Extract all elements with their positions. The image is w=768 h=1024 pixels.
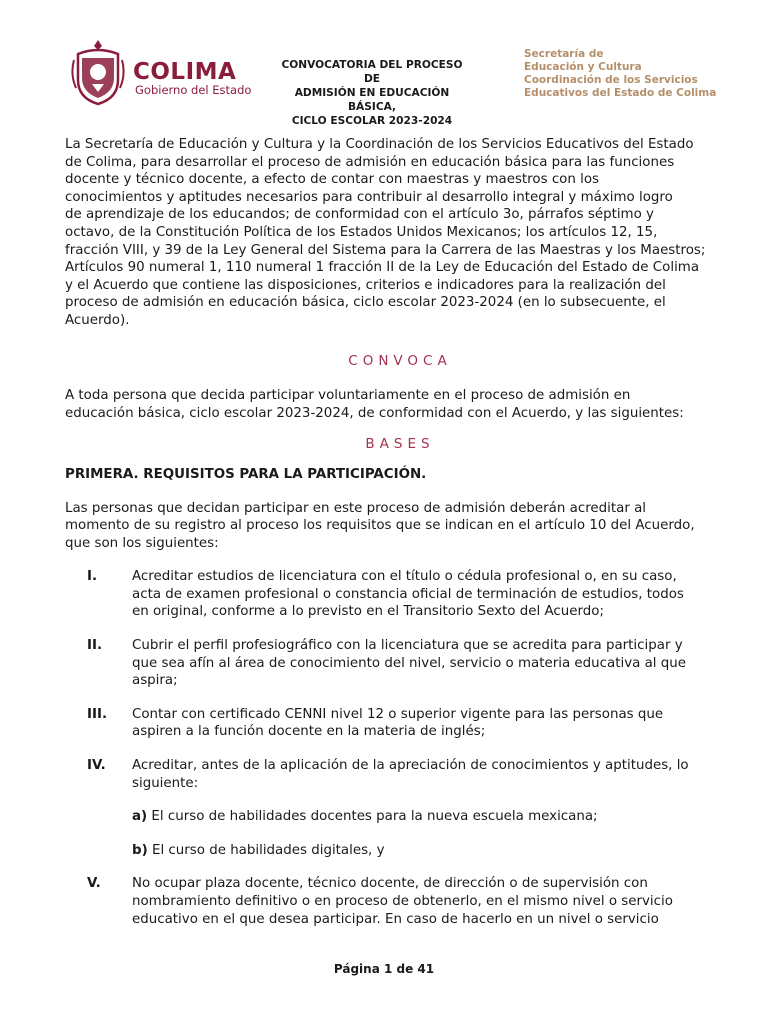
logo-subtitle: Gobierno del Estado	[135, 83, 252, 97]
logo-name: COLIMA	[133, 59, 237, 85]
text-line: en original, conforme a lo previsto en el Transitorio Sexto del Acuerdo;	[132, 604, 604, 620]
document-body	[65, 136, 735, 928]
bases-heading: BASES	[365, 436, 435, 453]
intro-paragraph	[65, 136, 735, 330]
item-number: V.	[87, 876, 101, 892]
text-line: Acreditar estudios de licenciatura con el título o cédula profesional o, en su caso,	[132, 569, 677, 585]
document-header	[0, 0, 768, 127]
requirement-item	[65, 875, 735, 928]
page-number: Página 1 de 41	[333, 962, 435, 976]
institution-line: Educativos del Estado de Colima	[524, 87, 717, 99]
text-line: Acreditar, antes de la aplicación de la apreciación de conocimientos y aptitudes, lo	[132, 758, 689, 774]
title-line: ADMISIÓN EN EDUCACIÓN BÁSICA,	[294, 87, 450, 113]
convoca-paragraph	[65, 387, 735, 422]
sub-item-text: El curso de habilidades docentes para la nueva escuela mexicana;	[151, 809, 598, 825]
convocatoria-title	[272, 58, 472, 128]
title-line: CONVOCATORIA DEL PROCESO DE	[281, 59, 463, 85]
text-line: momento de su registro al proceso los requisitos que se indican en el artículo 10 del Acuerdo,	[65, 518, 695, 534]
text-line: educativo en el que desea participar. En caso de hacerlo en un nivel o servicio	[132, 911, 659, 927]
text-line: conocimientos y aptitudes necesarios para contribuir al desarrollo integral y máximo logro	[65, 189, 673, 205]
text-line: docente y técnico docente, a efecto de contar con maestras y maestros con los	[65, 172, 600, 188]
requirement-item	[65, 706, 735, 741]
primera-paragraph	[65, 500, 735, 553]
text-line: proceso de admisión en educación básica, ciclo escolar 2023-2024 (en lo subsecuente, el	[65, 295, 666, 311]
text-line: que son los siguientes:	[65, 535, 219, 551]
item-number: III.	[87, 706, 108, 722]
text-line: La Secretaría de Educación y Cultura y la Coordinación de los Servicios Educativos del Estado	[65, 137, 694, 152]
text-line: que sea afín al área de conocimiento del nivel, servicio o materia educativa al que	[132, 655, 686, 671]
item-number: II.	[87, 638, 103, 654]
text-line: Contar con certificado CENNI nivel 12 o superior vigente para las personas que	[132, 706, 664, 722]
item-number: I.	[87, 569, 98, 585]
text-line: nombramiento definitivo o en proceso de obtenerlo, en el mismo nivel o servicio	[132, 894, 673, 909]
text-line: No ocupar plaza docente, técnico docente, de dirección o de supervisión con	[132, 876, 648, 892]
item-text	[132, 637, 735, 690]
text-line: aspira;	[132, 673, 178, 689]
text-line: siguiente:	[132, 775, 199, 791]
item-text	[132, 568, 735, 621]
institution-line: Secretaría de	[524, 48, 604, 60]
colima-logo	[133, 60, 251, 96]
convoca-heading: CONVOCA	[348, 352, 452, 369]
requirement-item	[65, 637, 735, 690]
institution-line: Educación y Cultura	[524, 61, 642, 73]
item-text	[132, 875, 735, 928]
text-line: de Colima, para desarrollar el proceso de admisión en educación básica para las funciones	[65, 154, 675, 170]
sub-item-letter: a)	[132, 809, 148, 825]
text-line: fracción VIII, y 39 de la Ley General del Sistema para la Carrera de las Maestras y los Maestros;	[65, 242, 706, 258]
text-line: educación básica, ciclo escolar 2023-2024, de conformidad con el Acuerdo, y las siguientes:	[65, 405, 684, 421]
text-line: aspiren a la función docente en la materia de inglés;	[132, 724, 486, 740]
institution-logo	[524, 48, 716, 100]
sub-item	[65, 808, 735, 826]
text-line: Cubrir el perfil profesiográfico con la licenciatura que se acredita para participar y	[132, 638, 683, 654]
institution-line: Coordinación de los Servicios	[524, 74, 698, 86]
text-line: Las personas que decidan participar en este proceso de admisión deberán acreditar al	[65, 500, 647, 516]
title-line: CICLO ESCOLAR 2023-2024	[291, 115, 453, 127]
text-line: octavo, de la Constitución Política de los Estados Unidos Mexicanos; los artículos 12, 15,	[65, 224, 658, 240]
text-line: acta de examen profesional o constancia oficial de terminación de estudios, todos	[132, 586, 684, 602]
primera-heading: PRIMERA. REQUISITOS PARA LA PARTICIPACIÓN.	[65, 466, 427, 482]
item-number: IV.	[87, 758, 106, 774]
text-line: Artículos 90 numeral 1, 110 numeral 1 fracción II de la Ley de Educación del Estado de Colima	[65, 260, 700, 276]
sub-item-letter: b)	[132, 842, 148, 858]
requirement-item	[65, 568, 735, 621]
state-crest-icon	[70, 38, 126, 106]
sub-item	[65, 842, 735, 860]
text-line: Acuerdo).	[65, 312, 130, 328]
item-text	[132, 757, 735, 792]
text-line: y el Acuerdo que contiene las disposiciones, criterios e indicadores para la realización del	[65, 277, 666, 293]
text-line: A toda persona que decida participar voluntariamente en el proceso de admisión en	[65, 388, 631, 404]
item-text	[132, 706, 735, 741]
text-line: de aprendizaje de los educandos; de conformidad con el artículo 3o, párrafos séptimo y	[65, 207, 654, 223]
requirement-item	[65, 757, 735, 792]
sub-item-text: El curso de habilidades digitales, y	[151, 842, 385, 858]
